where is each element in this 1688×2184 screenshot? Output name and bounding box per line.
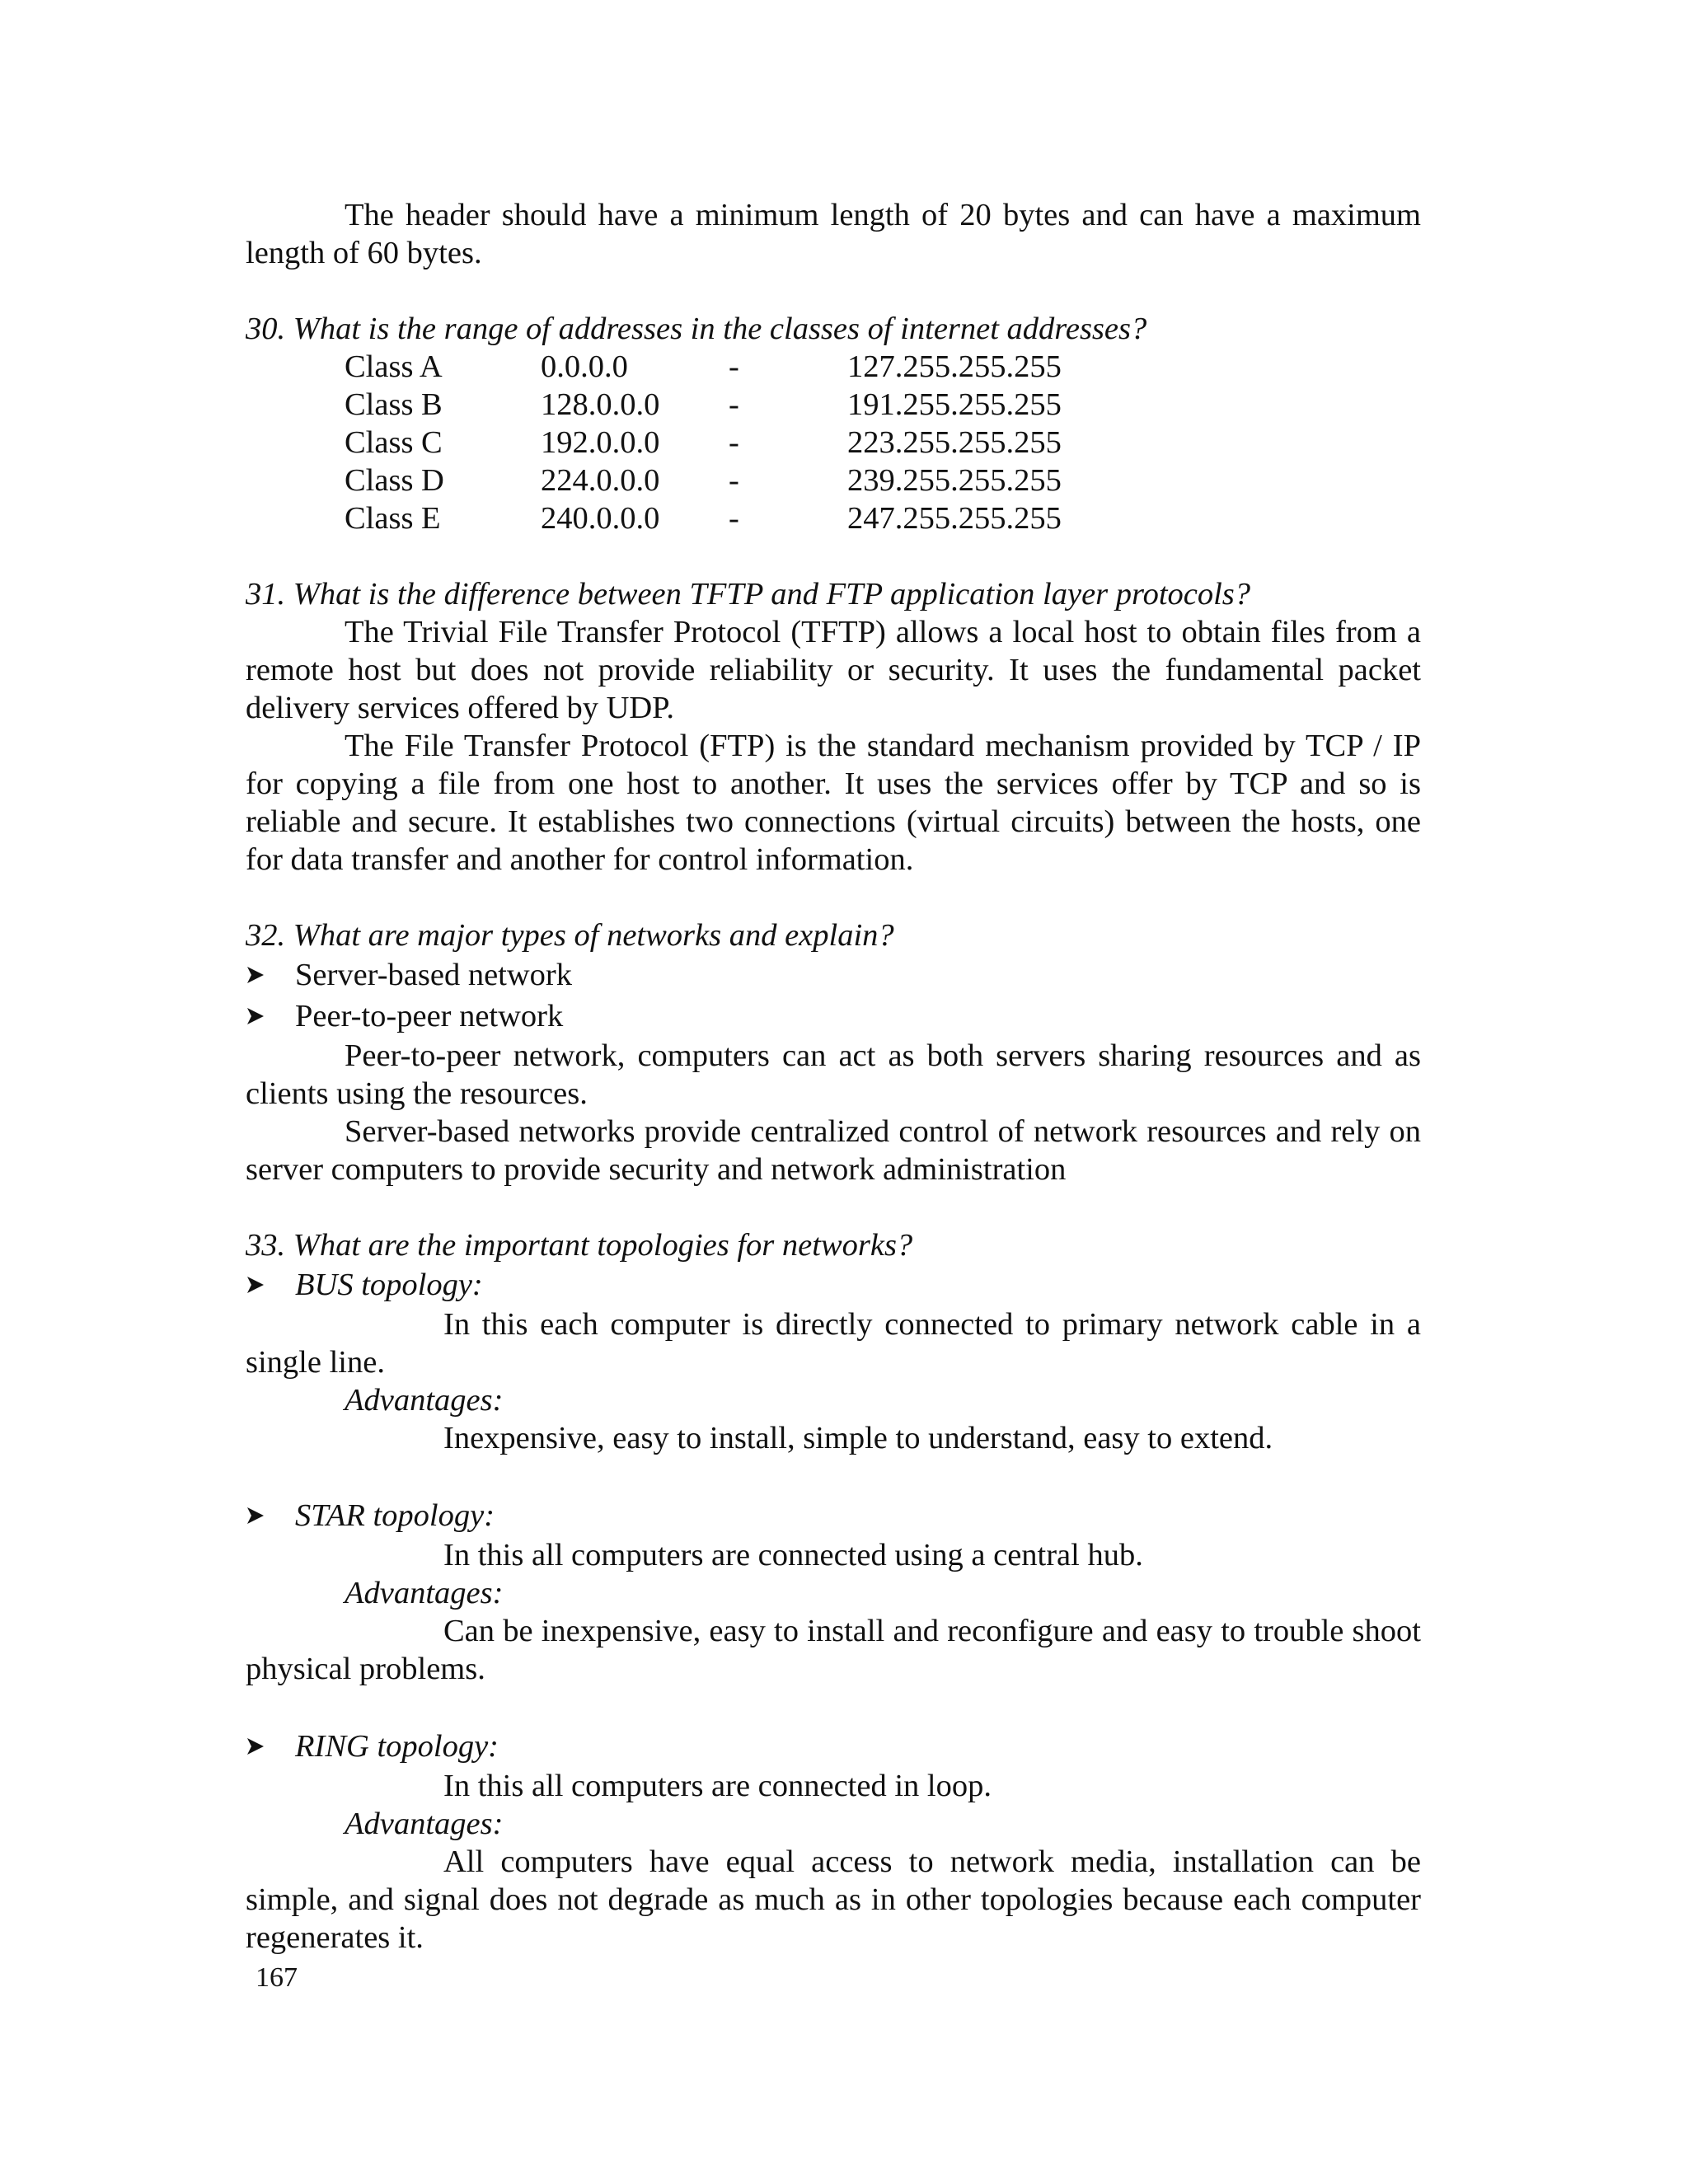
question-32: 32. What are major types of networks and explain? — [246, 918, 894, 953]
bus-advantages: Inexpensive, easy to install, simple to understand, easy to extend. — [443, 1421, 1273, 1455]
star-description: In this all computers are connected using a central hub. — [443, 1538, 1143, 1572]
bullet-text: Server-based network — [295, 958, 572, 992]
question-33: 33. What are the important topologies for networks? — [246, 1228, 913, 1263]
table-row — [345, 386, 1421, 424]
list-item — [246, 954, 1421, 996]
table-row — [345, 348, 1421, 386]
range-dash: - — [729, 501, 739, 536]
bus-advantages-label: Advantages: — [345, 1383, 504, 1418]
ring-advantages: All computers have equal access to network media, installation can be simple, and signal does not degrade as much as in other topologies because each computer regenerates it. — [246, 1844, 1421, 1955]
range-end: 191.255.255.255 — [847, 387, 1062, 422]
bus-description: In this each computer is directly connected to primary network cable in a single line. — [246, 1307, 1421, 1380]
class-name: Class C — [345, 425, 443, 460]
list-item — [246, 1495, 1421, 1536]
range-dash: - — [729, 349, 739, 384]
ring-advantages-label: Advantages: — [345, 1807, 504, 1841]
range-end: 247.255.255.255 — [847, 501, 1062, 536]
range-start: 0.0.0.0 — [541, 349, 628, 384]
ring-topology-title: RING topology: — [295, 1729, 499, 1764]
question-30: 30. What is the range of addresses in the classes of internet addresses? — [246, 312, 1147, 346]
ftp-paragraph: The File Transfer Protocol (FTP) is the standard mechanism provided by TCP / IP for copying a file from one host to another. It uses the services offer by TCP and so is reliable and secure. It establishes two connections (virtual circuits) between the hosts, one for data transfer and another for control information. — [246, 729, 1421, 877]
class-name: Class A — [345, 349, 443, 384]
range-start: 240.0.0.0 — [541, 501, 660, 536]
star-advantages: Can be inexpensive, easy to install and reconfigure and easy to trouble shoot physical problems. — [246, 1614, 1421, 1686]
range-dash: - — [729, 387, 739, 422]
question-31: 31. What is the difference between TFTP and FTP application layer protocols? — [246, 577, 1251, 612]
arrow-bullet-icon — [246, 965, 295, 985]
intro-paragraph: The header should have a minimum length of 20 bytes and can have a maximum length of 60 bytes. — [246, 198, 1421, 270]
class-name: Class D — [345, 463, 444, 498]
bus-topology-title: BUS topology: — [295, 1268, 483, 1302]
table-row — [345, 499, 1421, 537]
arrow-bullet-icon — [246, 1736, 295, 1756]
peer-to-peer-paragraph: Peer-to-peer network, computers can act as both servers sharing resources and as clients using the resources. — [246, 1038, 1421, 1111]
table-row — [345, 462, 1421, 499]
page-content — [246, 196, 1421, 1957]
ring-description: In this all computers are connected in loop. — [443, 1769, 992, 1803]
range-end: 239.255.255.255 — [847, 463, 1062, 498]
range-dash: - — [729, 425, 739, 460]
arrow-bullet-icon — [246, 1275, 295, 1295]
page-number: 167 — [256, 1962, 298, 1993]
address-class-table — [345, 348, 1421, 537]
range-start: 128.0.0.0 — [541, 387, 660, 422]
class-name: Class B — [345, 387, 443, 422]
server-based-paragraph: Server-based networks provide centralized control of network resources and rely on server computers to provide security and network administration — [246, 1114, 1421, 1187]
arrow-bullet-icon — [246, 1006, 295, 1026]
star-advantages-label: Advantages: — [345, 1576, 504, 1610]
range-dash: - — [729, 463, 739, 498]
class-name: Class E — [345, 501, 441, 536]
range-start: 224.0.0.0 — [541, 463, 660, 498]
arrow-bullet-icon — [246, 1506, 295, 1526]
list-item — [246, 1726, 1421, 1767]
range-end: 127.255.255.255 — [847, 349, 1062, 384]
bullet-text: Peer-to-peer network — [295, 999, 564, 1033]
range-start: 192.0.0.0 — [541, 425, 660, 460]
list-item — [246, 1264, 1421, 1305]
star-topology-title: STAR topology: — [295, 1498, 495, 1533]
list-item — [246, 996, 1421, 1037]
tftp-paragraph: The Trivial File Transfer Protocol (TFTP) allows a local host to obtain files from a remote host but does not provide reliability or security. It uses the fundamental packet delivery services offered by UDP. — [246, 615, 1421, 725]
range-end: 223.255.255.255 — [847, 425, 1062, 460]
table-row — [345, 424, 1421, 462]
